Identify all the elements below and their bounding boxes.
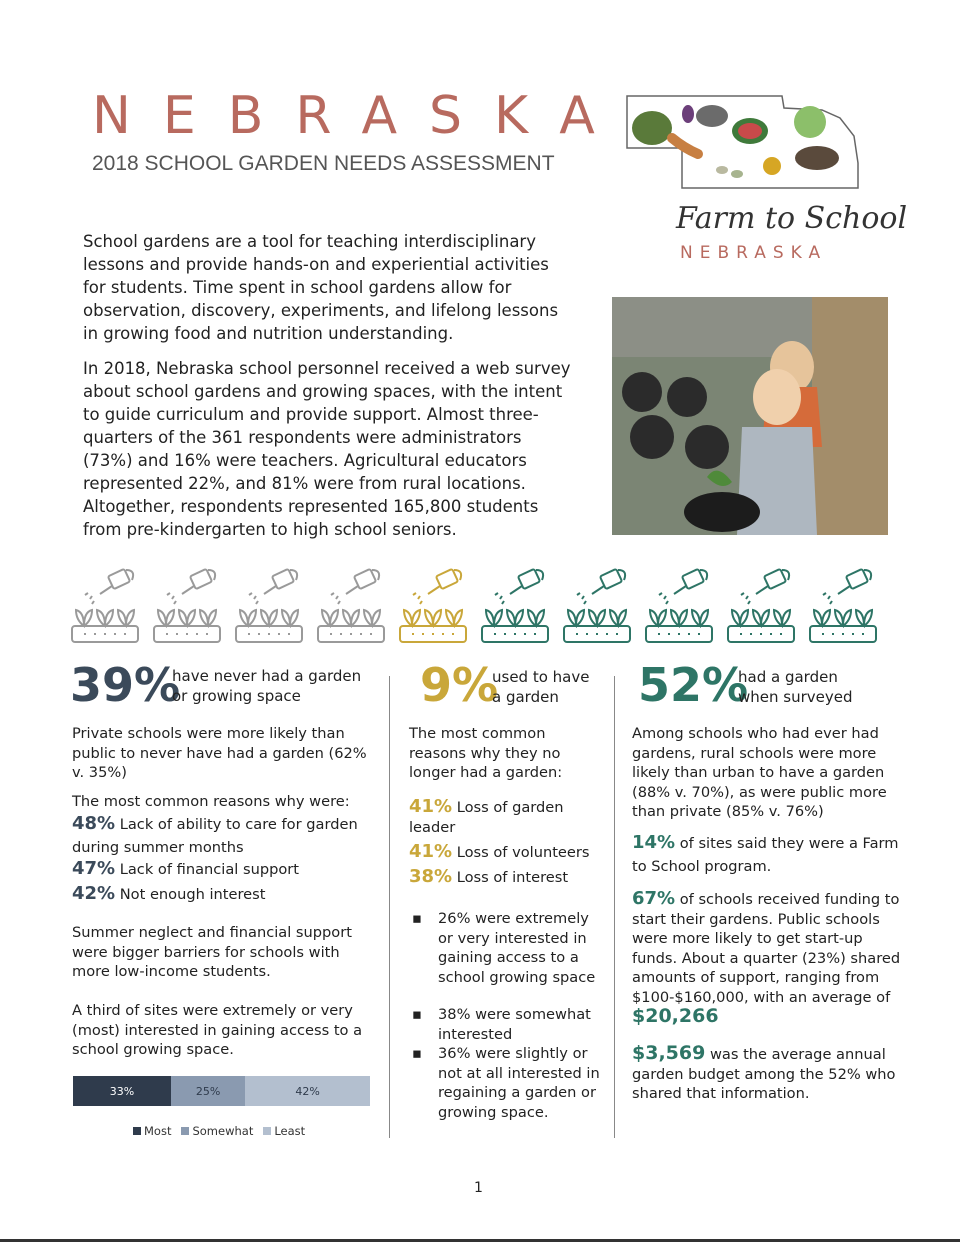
col1-paragraph-2: Summer neglect and financial support were bigger barriers for schools with more low-income students. bbox=[72, 924, 352, 980]
reason-percent: 38% bbox=[409, 866, 453, 887]
stat-label-line1: have never had a garden bbox=[172, 667, 362, 685]
col1-reason-3 bbox=[72, 882, 372, 906]
watering-can-seedlings-icon bbox=[644, 566, 716, 648]
bullet-icon: ▪ bbox=[412, 1006, 422, 1023]
legend-label: Least bbox=[274, 1124, 306, 1138]
reason-text: Loss of interest bbox=[456, 869, 569, 886]
stat-label-line2: when surveyed bbox=[738, 688, 853, 706]
legend-item-most bbox=[133, 1124, 171, 1138]
farm-to-school-logo bbox=[622, 88, 908, 268]
page-number: 1 bbox=[474, 1180, 483, 1196]
column-divider bbox=[389, 676, 390, 1138]
intro-paragraph-1: School gardens are a tool for teaching interdisciplinary lessons and provide hands-on and experiential activities for students. Time spent in school gardens allow for observation, discovery, experiments, and lifelong lessons in growing food and nutrition understanding. bbox=[83, 232, 559, 343]
watering-can-seedlings-icon bbox=[234, 566, 306, 648]
stat-amount: $3,569 bbox=[632, 1042, 706, 1064]
page-subtitle: 2018 SCHOOL GARDEN NEEDS ASSESSMENT bbox=[92, 152, 555, 175]
bottom-rule bbox=[0, 1239, 960, 1242]
column-divider bbox=[614, 676, 615, 1138]
reason-text: Loss of garden leader bbox=[409, 799, 564, 836]
intro-paragraph-2: In 2018, Nebraska school personnel received a web survey about school gardens and growing spaces, with the intent to guide curriculum and provide support. Almost three-quarters of the 361 respondents were administrators (73%) and 16% were teachers. Agricultural educators represented 22%, and 81% were from rural locations. Altogether, respondents represented 165,800 students from pre-kindergarten to high school seniors. bbox=[83, 359, 571, 539]
watering-can-seedlings-icon bbox=[316, 566, 388, 648]
legend-swatch bbox=[133, 1127, 141, 1135]
col2-bullet-1: ▪ 26% were extremely or very interested in gaining access to a school growing space bbox=[412, 910, 596, 986]
col3-paragraph-3: 67% of schools received funding to start their gardens. Public schools were more likely to get start-up funds. About a quarter (23%) shared amounts of support, ranging from $100-$160,000, with an average of $20,266 bbox=[632, 888, 901, 1027]
children-gardening-photo bbox=[612, 297, 888, 535]
bar-segment-least: 42% bbox=[245, 1076, 370, 1106]
reason-text: Lack of financial support bbox=[119, 861, 300, 878]
reason-text: Lack of ability to care for garden during summer months bbox=[72, 816, 358, 856]
stat-percent: 67% bbox=[632, 888, 676, 909]
watering-can-seedlings-icon bbox=[726, 566, 798, 648]
legend-label: Most bbox=[144, 1124, 172, 1138]
reason-text: Not enough interest bbox=[119, 886, 266, 903]
reason-text: Loss of volunteers bbox=[456, 844, 590, 861]
col3-paragraph-1: Among schools who had ever had gardens, rural schools were more likely than urban to have a garden (88% v. 70%), as were public more than private (85% v. 76%) bbox=[632, 725, 887, 820]
col1-paragraph-1: Private schools were more likely than public to never have had a garden (62% v. 35%) bbox=[72, 725, 367, 781]
reason-percent: 42% bbox=[72, 883, 116, 904]
col2-bullet-2: ▪ 38% were somewhat interested bbox=[412, 1006, 591, 1043]
watering-can-seedlings-icon bbox=[562, 566, 634, 648]
bullet-icon: ▪ bbox=[412, 910, 422, 927]
col1-reason-1 bbox=[72, 812, 372, 859]
nebraska-produce-illustration bbox=[622, 88, 908, 268]
logo-subtext: NEBRASKA bbox=[680, 243, 828, 263]
stat-never-had-garden: 39% bbox=[70, 658, 181, 712]
watering-can-seedlings-icon bbox=[808, 566, 880, 648]
stat-label-line2: a garden bbox=[492, 688, 559, 706]
stat-amount: $20,266 bbox=[632, 1005, 719, 1027]
bar-segment-most: 33% bbox=[73, 1076, 171, 1106]
stat-had-garden: 52% bbox=[638, 658, 749, 712]
legend-item-least bbox=[263, 1124, 305, 1138]
reason-percent: 41% bbox=[409, 841, 453, 862]
col1-reasons-intro: The most common reasons why were: bbox=[72, 793, 350, 810]
stat-label-line2: or growing space bbox=[172, 687, 301, 705]
logo-text: Farm to School bbox=[676, 201, 908, 236]
watering-can-seedlings-icon bbox=[70, 566, 142, 648]
interest-stacked-bar bbox=[73, 1076, 370, 1106]
reason-percent: 41% bbox=[409, 796, 453, 817]
legend-item-somewhat bbox=[181, 1124, 253, 1138]
stat-percent: 14% bbox=[632, 832, 676, 853]
watering-can-seedlings-icon bbox=[398, 566, 470, 648]
col2-reason-2 bbox=[409, 840, 599, 864]
col1-reason-2 bbox=[72, 857, 372, 881]
col1-paragraph-3: A third of sites were extremely or very (most) interested in gaining access to a school growing space. bbox=[72, 1002, 363, 1058]
bar-segment-somewhat: 25% bbox=[171, 1076, 245, 1106]
legend-label: Somewhat bbox=[192, 1124, 254, 1138]
chart-legend bbox=[133, 1124, 305, 1138]
col2-bullet-3: ▪ 36% were slightly or not at all interested in regaining a garden or growing space. bbox=[412, 1045, 600, 1121]
stat-used-to-have-garden: 9% bbox=[420, 658, 499, 712]
watering-can-seedlings-icon bbox=[152, 566, 224, 648]
col3-paragraph-4: $3,569 was the average annual garden budget among the 52% who shared that information. bbox=[632, 1042, 896, 1102]
col2-paragraph-1: The most common reasons why they no longer had a garden: bbox=[409, 725, 563, 781]
bullet-icon: ▪ bbox=[412, 1045, 422, 1062]
stat-label-line1: had a garden bbox=[738, 668, 838, 686]
page-title: NEBRASKA bbox=[92, 86, 627, 146]
col2-reason-3 bbox=[409, 865, 599, 889]
legend-swatch bbox=[181, 1127, 189, 1135]
col3-paragraph-2: 14% of sites said they were a Farm to School program. bbox=[632, 832, 899, 875]
icons-row bbox=[70, 566, 890, 648]
watering-can-seedlings-icon bbox=[480, 566, 552, 648]
col2-reason-1 bbox=[409, 797, 579, 838]
stat-label-line1: used to have bbox=[492, 668, 590, 686]
legend-swatch bbox=[263, 1127, 271, 1135]
reason-percent: 48% bbox=[72, 813, 116, 834]
reason-percent: 47% bbox=[72, 858, 116, 879]
